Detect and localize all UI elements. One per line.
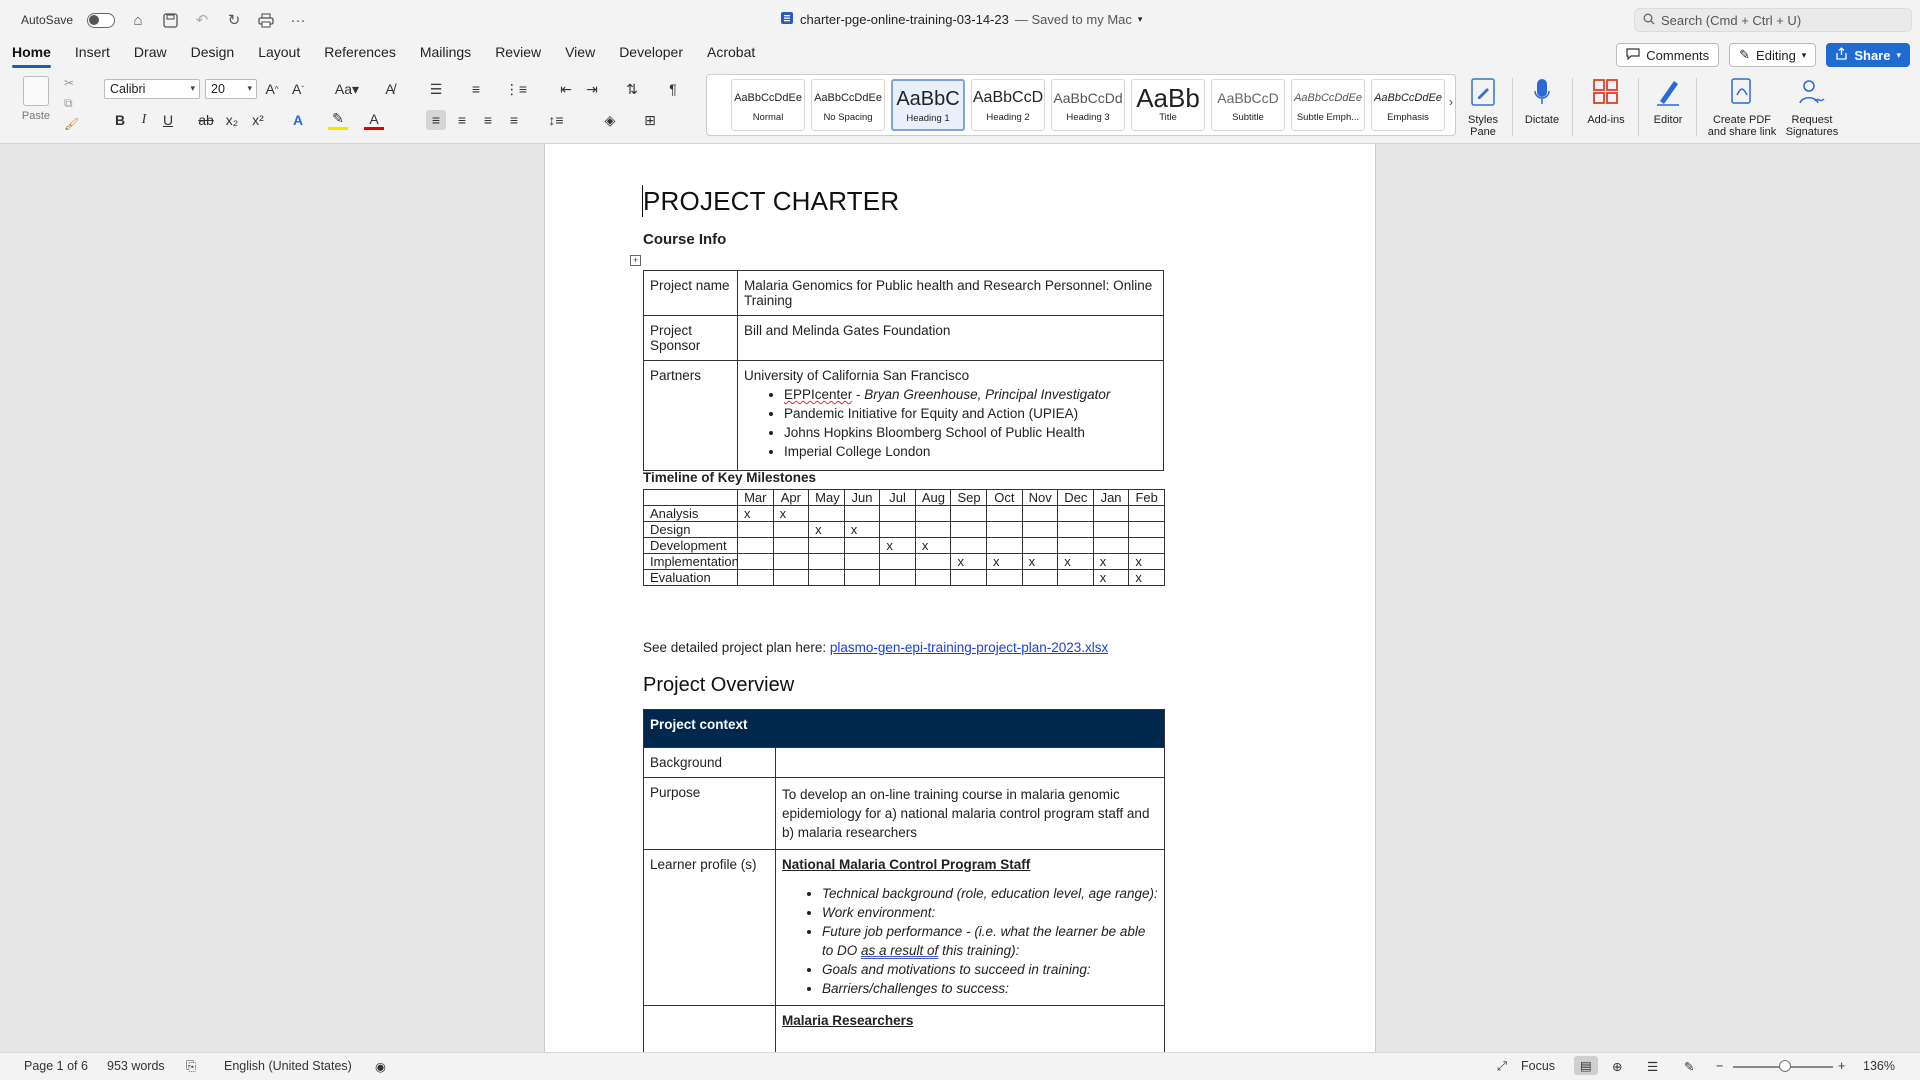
milestone-cell[interactable]	[1093, 506, 1129, 522]
zoom-out-icon[interactable]: −	[1716, 1059, 1724, 1073]
word-count[interactable]: 953 words	[107, 1059, 165, 1073]
accessibility-icon[interactable]: ◉	[375, 1060, 386, 1074]
tab-references[interactable]: References	[324, 44, 396, 60]
milestone-cell[interactable]	[987, 522, 1023, 538]
proofing-icon[interactable]: ⎘	[186, 1059, 197, 1073]
chevron-down-icon: ▾	[247, 83, 252, 93]
shrink-font-icon[interactable]: A ˇ	[291, 81, 304, 97]
researchers-key[interactable]	[644, 1006, 776, 1053]
zoom-in-icon[interactable]: +	[1838, 1059, 1846, 1073]
bold-icon[interactable]: B	[114, 112, 126, 128]
milestone-cell[interactable]: x	[1129, 554, 1165, 570]
style-label: Emphasis	[1387, 112, 1429, 123]
table-move-handle[interactable]: +	[630, 255, 641, 266]
month-header[interactable]: May	[809, 490, 845, 506]
chevron-down-icon: ▾	[1896, 49, 1901, 60]
project-name-key[interactable]: Project name	[644, 271, 738, 316]
milestone-cell[interactable]	[987, 538, 1023, 554]
milestone-cell[interactable]: x	[1058, 554, 1094, 570]
milestone-label[interactable]: Implementation	[644, 554, 738, 570]
language[interactable]: English (United States)	[224, 1059, 352, 1073]
grow-font-icon[interactable]: A ^	[265, 81, 279, 97]
search-input[interactable]	[1634, 8, 1912, 32]
page-count[interactable]: Page 1 of 6	[24, 1059, 88, 1073]
future-b: as a result of	[861, 943, 939, 958]
project-context-header[interactable]: Project context	[644, 710, 1165, 748]
word-doc-icon	[780, 11, 794, 28]
style-preview: AaBbCcDdEe	[814, 92, 882, 104]
milestone-cell[interactable]	[1022, 570, 1058, 586]
learner-profile-key[interactable]: Learner profile (s)	[644, 850, 776, 1006]
partners-value[interactable]	[738, 361, 1164, 471]
text-effects-icon[interactable]: A	[292, 112, 304, 128]
sort-icon[interactable]: ⇅	[626, 80, 638, 97]
course-info-heading[interactable]: Course Info	[643, 231, 727, 248]
more-icon[interactable]: ···	[290, 11, 306, 29]
milestone-cell[interactable]	[915, 522, 951, 538]
plan-prefix: See detailed project plan here:	[643, 640, 830, 655]
style-preview: AaBbCcDdEe	[734, 92, 802, 104]
milestone-cell[interactable]	[915, 570, 951, 586]
partner-pi: Bryan Greenhouse, Principal Investigator	[864, 387, 1111, 402]
milestone-cell[interactable]: x	[880, 538, 916, 554]
style-preview: AaBbCcD	[1217, 90, 1279, 106]
table-row	[644, 316, 1164, 361]
milestone-cell[interactable]	[1129, 538, 1165, 554]
milestone-cell[interactable]: x	[1022, 554, 1058, 570]
addins-icon	[1591, 76, 1621, 108]
project-overview-heading[interactable]: Project Overview	[643, 674, 795, 696]
style-preview: AaBb	[1136, 88, 1200, 112]
project-sponsor-key[interactable]: Project Sponsor	[644, 316, 738, 361]
editor-label: Editor	[1653, 114, 1683, 126]
editor-icon	[1653, 76, 1683, 108]
tab-mailings[interactable]: Mailings	[419, 44, 472, 60]
milestone-label[interactable]: Evaluation	[644, 570, 738, 586]
list-item: • Pandemic Initiative for Equity and Action (UPIEA)	[784, 404, 1157, 423]
chevron-down-icon: ▾	[1137, 14, 1143, 24]
milestone-cell[interactable]: x	[773, 506, 809, 522]
font-name-value: Calibri	[110, 82, 146, 96]
milestone-cell[interactable]	[1058, 538, 1094, 554]
style-label: Title	[1159, 112, 1177, 123]
milestone-label[interactable]: Development	[644, 538, 738, 554]
dictate-label: Dictate	[1524, 114, 1560, 126]
style-preview: AaBbCcDd	[1053, 90, 1123, 106]
milestone-cell[interactable]	[880, 522, 916, 538]
milestone-cell[interactable]	[1093, 522, 1129, 538]
style-preview: AaBbCcDdEe	[1294, 92, 1362, 104]
course-info-table[interactable]	[643, 270, 1164, 471]
style-preview: AaBbCcD	[972, 89, 1044, 106]
focus-label[interactable]: Focus	[1521, 1059, 1556, 1073]
request-sig-label-2: Signatures	[1785, 126, 1839, 138]
comment-icon	[1626, 48, 1640, 63]
style-heading-3[interactable]	[1051, 79, 1125, 131]
clear-formatting-icon[interactable]: A̸	[385, 81, 395, 97]
list-item	[784, 385, 1157, 404]
style-label: Normal	[752, 112, 784, 123]
milestone-cell[interactable]	[773, 522, 809, 538]
pilcrow-icon[interactable]: ¶	[669, 81, 677, 97]
milestone-label[interactable]: Analysis	[644, 506, 738, 522]
table-row	[644, 570, 1165, 586]
print-layout-icon[interactable]: ▤	[1574, 1056, 1598, 1075]
shading-icon[interactable]: ◈	[604, 111, 616, 128]
milestone-cell[interactable]: x	[987, 554, 1023, 570]
multilevel-list-icon[interactable]: ⋮≡	[504, 80, 528, 97]
share-label: Share	[1854, 47, 1891, 63]
table-row	[644, 554, 1165, 570]
borders-icon[interactable]: ⊞	[644, 111, 656, 128]
list-item: • Barriers/challenges to success:	[822, 979, 1158, 998]
decrease-indent-icon[interactable]: ⇤	[560, 80, 572, 97]
style-heading-2[interactable]	[971, 79, 1045, 131]
styles-pane-label-1: Styles	[1468, 114, 1498, 126]
milestone-cell[interactable]: x	[951, 554, 987, 570]
partners-head: University of California San Francisco	[744, 368, 970, 383]
milestone-cell[interactable]	[951, 570, 987, 586]
learner-group-title: National Malaria Control Program Staff	[782, 857, 1031, 872]
table-row	[644, 538, 1165, 554]
create-pdf-button[interactable]	[1706, 76, 1778, 138]
font-size-value: 20	[211, 82, 225, 96]
italic-icon[interactable]: I	[141, 112, 147, 127]
style-normal[interactable]	[731, 79, 805, 131]
change-case-icon[interactable]: Aa▾	[334, 80, 360, 97]
project-overview-table[interactable]	[643, 709, 1165, 1052]
styles-pane-label-2: Pane	[1470, 126, 1496, 138]
microphone-icon	[1527, 76, 1557, 108]
milestone-cell[interactable]	[1022, 506, 1058, 522]
table-row	[644, 522, 1165, 538]
future-a: Future job performance - (i.e. what the learner be able to DO	[822, 924, 1146, 958]
style-subtitle[interactable]	[1211, 79, 1285, 131]
milestone-cell[interactable]	[738, 554, 774, 570]
autosave-label: AutoSave	[21, 13, 74, 27]
paste-label: Paste	[21, 110, 51, 122]
align-center-icon[interactable]: ≡	[457, 112, 467, 128]
milestone-cell[interactable]	[880, 554, 916, 570]
table-row	[644, 1006, 1165, 1053]
month-header[interactable]: Mar	[738, 490, 774, 506]
table-header-row	[644, 490, 1165, 506]
style-subtle-emphasis[interactable]	[1291, 79, 1365, 131]
milestone-cell[interactable]	[880, 506, 916, 522]
partners-key[interactable]: Partners	[644, 361, 738, 471]
saved-status: — Saved to my Mac	[1014, 12, 1132, 27]
table-row	[644, 271, 1164, 316]
table-row	[644, 361, 1164, 471]
table-row	[644, 506, 1165, 522]
milestone-cell[interactable]	[951, 506, 987, 522]
milestone-cell[interactable]: x	[915, 538, 951, 554]
month-header[interactable]: Jan	[1093, 490, 1129, 506]
month-header[interactable]: Dec	[1058, 490, 1094, 506]
milestone-cell[interactable]	[809, 538, 845, 554]
chevron-down-icon: ▾	[190, 83, 195, 93]
style-heading-1[interactable]	[891, 79, 965, 131]
milestone-cell[interactable]	[915, 554, 951, 570]
project-plan-line[interactable]	[643, 640, 1108, 655]
milestone-cell[interactable]	[809, 554, 845, 570]
tab-review[interactable]: Review	[495, 44, 542, 60]
status-bar	[0, 1052, 1920, 1080]
title-bar	[0, 0, 1920, 40]
milestone-label[interactable]: Design	[644, 522, 738, 538]
table-row	[644, 748, 1165, 778]
milestone-cell[interactable]	[738, 570, 774, 586]
subscript-icon[interactable]: x₂	[225, 112, 239, 128]
learner-profile-value[interactable]	[776, 850, 1165, 1006]
tab-draw[interactable]: Draw	[133, 44, 167, 60]
request-signatures-button[interactable]	[1782, 76, 1842, 138]
milestone-cell[interactable]: x	[738, 506, 774, 522]
month-header[interactable]: Sep	[951, 490, 987, 506]
tab-view[interactable]: View	[565, 44, 596, 60]
milestone-cell[interactable]	[987, 506, 1023, 522]
print-icon[interactable]	[257, 11, 275, 29]
format-painter-icon[interactable]: 🖌	[64, 117, 80, 131]
dictate-button[interactable]	[1521, 76, 1563, 126]
list-item	[822, 922, 1158, 960]
background-value[interactable]	[776, 748, 1165, 778]
justify-icon[interactable]: ≡	[509, 112, 519, 128]
milestone-cell[interactable]	[738, 538, 774, 554]
milestone-cell[interactable]	[844, 538, 880, 554]
month-header[interactable]: Jun	[844, 490, 880, 506]
milestone-cell[interactable]	[1058, 506, 1094, 522]
milestone-cell[interactable]	[1022, 538, 1058, 554]
tab-layout[interactable]: Layout	[258, 44, 301, 60]
milestone-cell[interactable]	[773, 554, 809, 570]
milestone-cell[interactable]: x	[844, 522, 880, 538]
ribbon-home	[0, 70, 1920, 144]
milestone-cell[interactable]	[951, 538, 987, 554]
superscript-icon[interactable]: x²	[252, 112, 264, 128]
purpose-value[interactable]: To develop an on-line training course in malaria genomic epidemiology for a) national malaria control program staff and b) malaria researchers	[776, 778, 1165, 850]
strikethrough-icon[interactable]: ab	[198, 112, 214, 128]
tab-home[interactable]: Home	[12, 40, 51, 70]
outline-view-icon[interactable]: ☰	[1647, 1060, 1659, 1074]
style-label: Heading 2	[986, 112, 1030, 123]
undo-icon[interactable]: ↶	[195, 12, 209, 29]
pencil-icon: ✎	[1739, 47, 1751, 62]
list-item: • Goals and motivations to succeed in training:	[822, 960, 1158, 979]
style-label: Heading 3	[1066, 112, 1110, 123]
timeline-corner-cell[interactable]	[644, 490, 738, 506]
document-page[interactable]	[544, 144, 1376, 1052]
style-title[interactable]	[1131, 79, 1205, 131]
tab-actions	[1616, 43, 1910, 67]
list-item: • Johns Hopkins Bloomberg School of Public Health	[784, 423, 1157, 442]
month-header[interactable]: Aug	[915, 490, 951, 506]
milestone-cell[interactable]	[738, 522, 774, 538]
styles-pane-icon	[1468, 76, 1498, 108]
editing-label: Editing	[1756, 47, 1796, 63]
milestone-cell[interactable]: x	[1093, 570, 1129, 586]
paste-button[interactable]	[14, 76, 58, 122]
style-preview: AaBbCcDdEe	[1374, 92, 1442, 104]
partner-sep: -	[852, 387, 865, 402]
partner-org: EPPIcenter	[784, 387, 853, 402]
font-name-select[interactable]	[104, 79, 200, 99]
milestone-cell[interactable]	[773, 570, 809, 586]
month-header[interactable]: Oct	[987, 490, 1023, 506]
milestone-cell[interactable]	[1022, 522, 1058, 538]
milestone-cell[interactable]	[809, 506, 845, 522]
numbering-icon[interactable]: ≡	[471, 81, 481, 97]
editing-mode-button[interactable]	[1729, 43, 1816, 67]
font-color-icon[interactable]: A	[364, 110, 384, 130]
table-row	[644, 850, 1165, 1006]
project-plan-link[interactable]: plasmo-gen-epi-training-project-plan-2023.xlsx	[829, 640, 1109, 655]
create-pdf-label-1: Create PDF	[1712, 114, 1772, 126]
tab-acrobat[interactable]: Acrobat	[707, 44, 756, 60]
researchers-value[interactable]	[776, 1006, 1165, 1053]
milestone-cell[interactable]	[915, 506, 951, 522]
copy-icon[interactable]: ⧉	[64, 96, 73, 110]
milestone-cell[interactable]	[1058, 570, 1094, 586]
line-spacing-icon[interactable]: ↕≡	[548, 112, 564, 128]
purpose-key[interactable]: Purpose	[644, 778, 776, 850]
future-c: this training):	[938, 943, 1020, 958]
zoom-slider-thumb[interactable]	[1779, 1060, 1791, 1072]
milestone-cell[interactable]	[844, 506, 880, 522]
create-pdf-label-2: and share link	[1707, 126, 1777, 138]
web-layout-icon[interactable]: ⊕	[1612, 1060, 1623, 1074]
pdf-share-icon	[1727, 76, 1757, 108]
comments-label: Comments	[1646, 47, 1710, 63]
share-icon	[1835, 47, 1848, 63]
milestone-cell[interactable]	[1093, 538, 1129, 554]
document-title[interactable]	[780, 11, 1142, 28]
milestone-cell[interactable]	[1129, 522, 1165, 538]
milestone-cell[interactable]	[773, 538, 809, 554]
addins-label: Add-ins	[1587, 114, 1625, 126]
clipboard-tools	[64, 76, 79, 131]
timeline-table[interactable]	[643, 489, 1165, 586]
style-label: Heading 1	[906, 113, 950, 124]
styles-pane-button[interactable]	[1463, 76, 1503, 138]
highlight-icon[interactable]: ✎	[328, 110, 348, 130]
editor-button[interactable]	[1648, 76, 1688, 126]
milestone-cell[interactable]	[809, 570, 845, 586]
styles-gallery	[706, 74, 1456, 136]
search-placeholder: Search (Cmd + Ctrl + U)	[1661, 12, 1802, 28]
autosave-toggle[interactable]	[87, 13, 115, 28]
list-item: • Technical background (role, education level, age range):	[822, 884, 1158, 903]
partners-list	[784, 385, 1157, 461]
search-icon	[1643, 13, 1655, 28]
align-left-icon[interactable]: ≡	[426, 110, 446, 130]
month-header[interactable]: Nov	[1022, 490, 1058, 506]
project-sponsor-value[interactable]: Bill and Melinda Gates Foundation	[738, 316, 1164, 361]
table-row	[644, 710, 1165, 748]
milestone-cell[interactable]: x	[809, 522, 845, 538]
document-area[interactable]	[0, 144, 1920, 1052]
style-emphasis[interactable]	[1371, 79, 1445, 131]
addins-button[interactable]	[1582, 76, 1630, 126]
learner-profile-list	[822, 884, 1158, 998]
timeline-heading[interactable]: Timeline of Key Milestones	[643, 470, 817, 485]
milestone-cell[interactable]: x	[1129, 570, 1165, 586]
focus-icon[interactable]: ⤢	[1497, 1059, 1508, 1073]
draft-view-icon[interactable]: ✎	[1684, 1060, 1695, 1074]
month-header[interactable]: Apr	[773, 490, 809, 506]
style-label: Subtle Emph...	[1296, 112, 1360, 123]
milestone-cell[interactable]	[844, 554, 880, 570]
bullets-icon[interactable]: ☰	[429, 80, 443, 97]
share-button[interactable]	[1826, 43, 1910, 67]
doc-name: charter-pge-online-training-03-14-23	[800, 12, 1009, 27]
milestone-cell[interactable]	[951, 522, 987, 538]
chevron-down-icon: ▾	[1801, 49, 1807, 60]
cut-icon[interactable]: ✂	[64, 76, 75, 90]
learner-group-title: Malaria Researchers	[782, 1013, 914, 1028]
tab-design[interactable]: Design	[190, 44, 235, 60]
tab-insert[interactable]: Insert	[74, 44, 110, 60]
style-label: Subtitle	[1232, 112, 1264, 123]
style-preview: AaBbC	[896, 89, 960, 110]
milestone-cell[interactable]	[1058, 522, 1094, 538]
background-key[interactable]: Background	[644, 748, 776, 778]
comments-button[interactable]	[1616, 43, 1719, 67]
request-sig-label-1: Request	[1791, 114, 1833, 126]
font-size-select[interactable]	[205, 79, 257, 99]
home-icon[interactable]: ⌂	[133, 11, 143, 29]
table-row	[644, 778, 1165, 850]
milestone-cell[interactable]	[880, 570, 916, 586]
chevron-right-icon[interactable]: ›	[1449, 95, 1453, 109]
clipboard-icon	[23, 76, 49, 106]
milestone-cell[interactable]	[1129, 506, 1165, 522]
signature-icon	[1797, 76, 1827, 108]
zoom-level[interactable]: 136%	[1863, 1059, 1895, 1073]
list-item: • Imperial College London	[784, 442, 1157, 461]
increase-indent-icon[interactable]: ⇥	[586, 80, 598, 97]
milestone-cell[interactable]: x	[1093, 554, 1129, 570]
save-icon[interactable]	[161, 11, 179, 29]
underline-icon[interactable]: U	[162, 112, 174, 128]
tab-developer[interactable]: Developer	[619, 44, 684, 60]
align-right-icon[interactable]: ≡	[483, 112, 493, 128]
project-name-value[interactable]: Malaria Genomics for Public health and Research Personnel: Online Training	[738, 271, 1164, 316]
style-no-spacing[interactable]	[811, 79, 885, 131]
redo-icon[interactable]: ↻	[227, 12, 241, 29]
month-header[interactable]: Jul	[880, 490, 916, 506]
milestone-cell[interactable]	[987, 570, 1023, 586]
style-label: No Spacing	[823, 112, 873, 123]
document-title-heading[interactable]: PROJECT CHARTER	[643, 186, 900, 216]
milestone-cell[interactable]	[844, 570, 880, 586]
list-item: • Work environment:	[822, 903, 1158, 922]
month-header[interactable]: Feb	[1129, 490, 1165, 506]
